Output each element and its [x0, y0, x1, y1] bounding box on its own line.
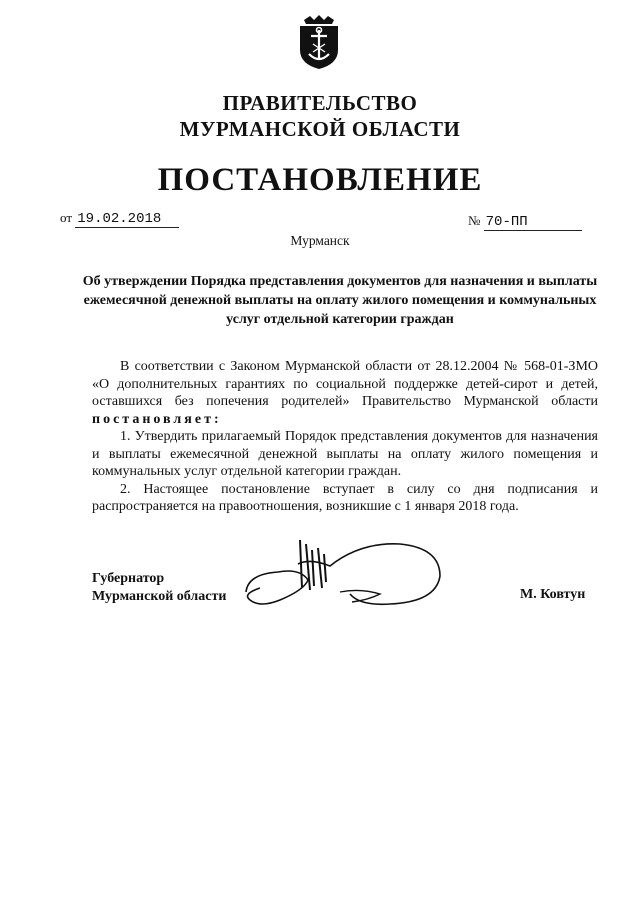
city: Мурманск: [290, 233, 350, 248]
signatory-title-line1: Губернатор: [92, 571, 165, 586]
document-date: 19.02.2018: [75, 211, 179, 228]
government-name-line2: МУРМАНСКОЙ ОБЛАСТИ: [179, 117, 461, 141]
document-number: 70-ПП: [484, 214, 582, 231]
document-body: [92, 358, 598, 516]
item-2: 2. Настоящее постановление вступает в силу со дня подписания и распространяется на правоотношения, возникшие с 1 января 2018 года.: [92, 481, 598, 514]
date-row: [60, 210, 179, 228]
item-1: 1. Утвердить прилагаемый Порядок представления документов для назначения и выплаты ежемесячной денежной выплаты на оплату жилого помещения и коммунальных услуг отдельной категории граждан.: [92, 429, 598, 479]
preamble-paragraph: [92, 358, 598, 428]
government-name-line1: ПРАВИТЕЛЬСТВО: [222, 91, 418, 115]
signatory-title-line2: Мурманской области: [92, 589, 227, 604]
handwritten-signature: [240, 530, 460, 620]
number-prefix: №: [468, 213, 481, 228]
document-subject: Об утверждении Порядка представления документов для назначения и выплаты ежемесячной денежной выплаты на оплату жилого помещения и коммунальных услуг отдельной категории граждан: [82, 274, 598, 327]
date-prefix: от: [60, 210, 73, 225]
signatory-title: [92, 570, 226, 606]
signatory-name: М. Ковтун: [520, 587, 586, 602]
resolves-word: постановляет:: [92, 411, 222, 427]
murmansk-coat-of-arms-icon: [296, 14, 342, 70]
number-row: [468, 213, 582, 231]
preamble-text: В соответствии с Законом Мурманской области от 28.12.2004 № 568-01-ЗМО «О дополнительных гарантиях по социальной поддержке детей-сирот и детей, оставшихся без попечения родителей» Правительство Мурманской области: [92, 359, 598, 409]
document-type-title: ПОСТАНОВЛЕНИЕ: [157, 162, 483, 198]
